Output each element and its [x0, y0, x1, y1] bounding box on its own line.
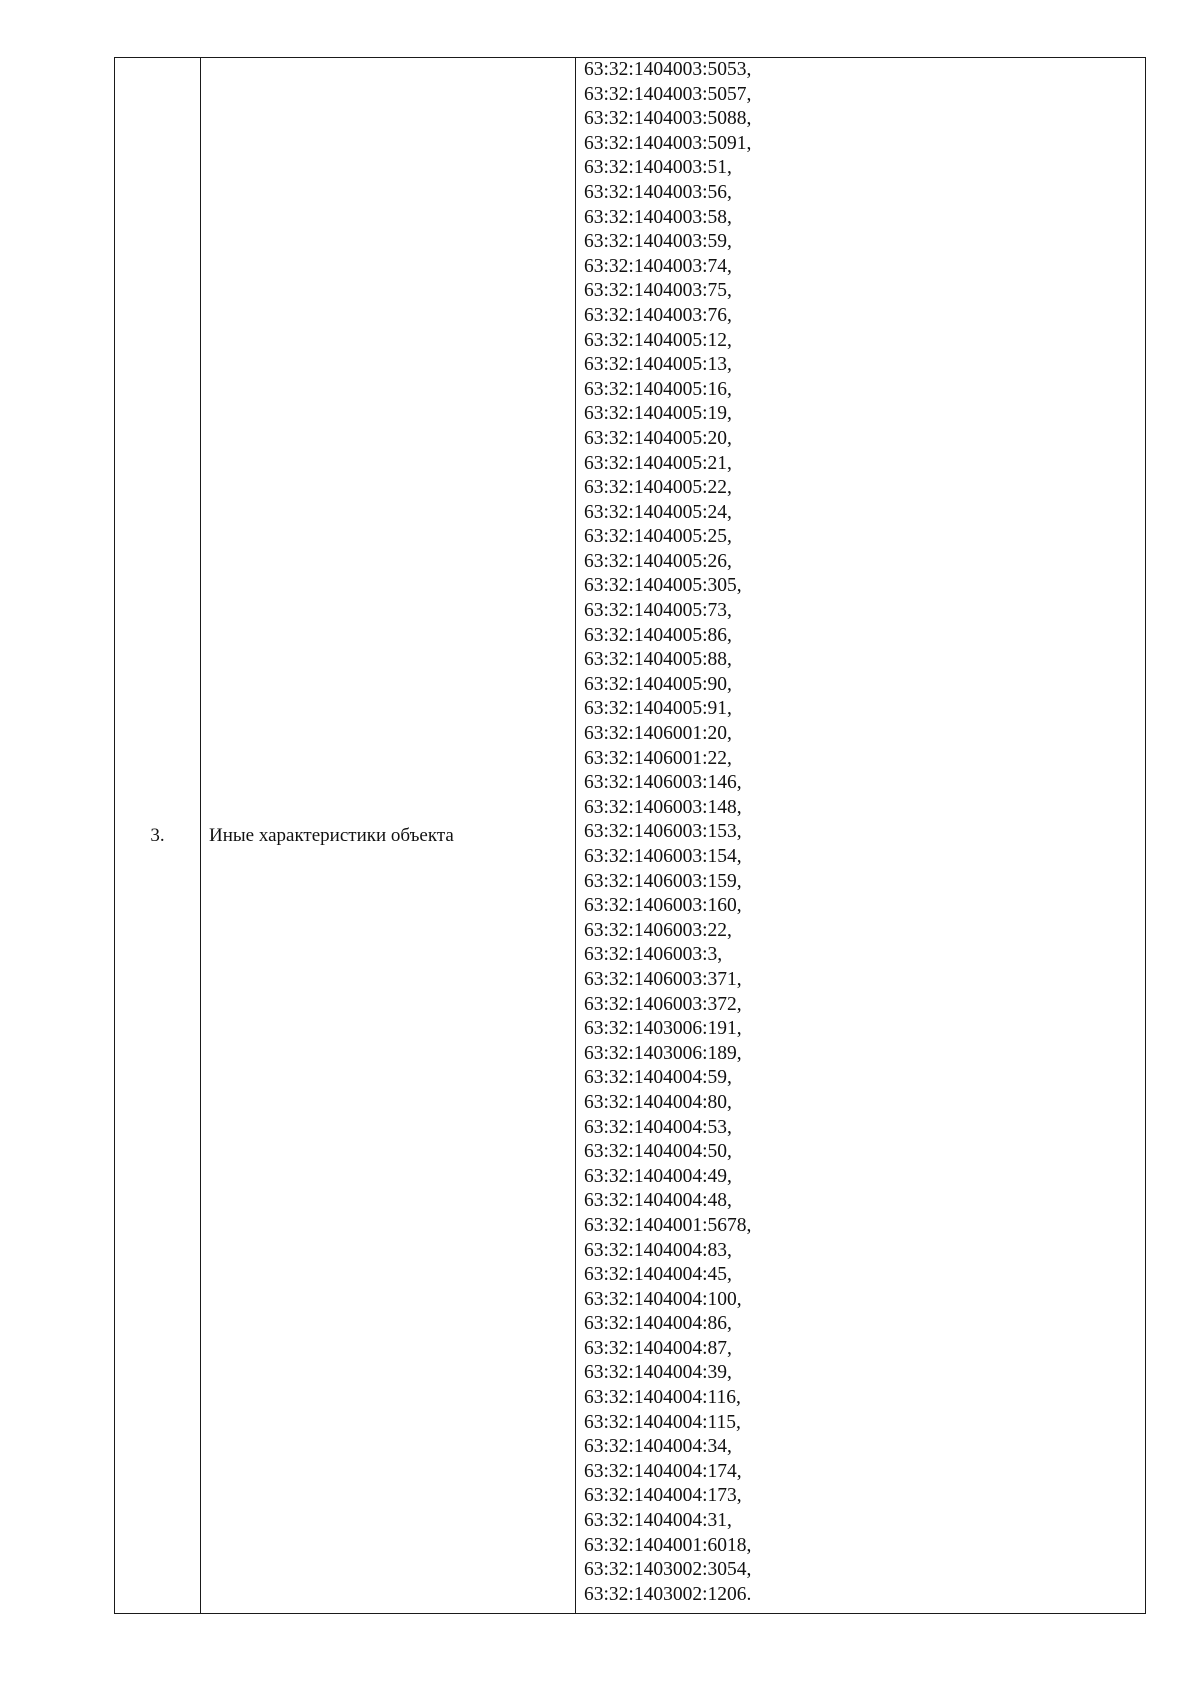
list-item: 63:32:1404003:74, [584, 255, 732, 277]
list-item: 63:32:1404004:87, [584, 1337, 732, 1359]
list-item: 63:32:1403002:3054, [584, 1559, 752, 1581]
list-item: 63:32:1404005:21, [584, 452, 732, 474]
list-item: 63:32:1406001:20, [584, 723, 732, 745]
list-item: 63:32:1403006:191, [584, 1018, 742, 1040]
list-item: 63:32:1406003:153, [584, 821, 742, 843]
list-item: 63:32:1406003:159, [584, 870, 742, 892]
list-item: 63:32:1406003:3, [584, 944, 723, 966]
list-item: 63:32:1404005:19, [584, 403, 732, 425]
list-item: 63:32:1404005:305, [584, 575, 742, 597]
list-item: 63:32:1406003:154, [584, 846, 742, 867]
list-item: 63:32:1404005:25, [584, 526, 732, 548]
list-item: 63:32:1404005:13, [584, 354, 732, 376]
list-item: 63:32:1404005:86, [584, 624, 732, 646]
cadastral-numbers-cell [576, 58, 1146, 1614]
list-item: 63:32:1404005:26, [584, 550, 732, 572]
list-item: 63:32:1404004:174, [584, 1460, 742, 1482]
list-item: 63:32:1404005:12, [584, 329, 732, 351]
list-item: 63:32:1404005:90, [584, 673, 732, 695]
list-item: 63:32:1404004:115, [584, 1411, 741, 1433]
list-item: 63:32:1403002:1206. [584, 1583, 752, 1605]
list-item: 63:32:1404005:22, [584, 477, 732, 499]
row-number-cell [115, 58, 201, 1614]
list-item: 63:32:1404001:6018, [584, 1534, 752, 1556]
list-item: 63:32:1406003:160, [584, 895, 742, 917]
list-item: 63:32:1404004:83, [584, 1239, 732, 1261]
row-label: Иные характеристики объекта [209, 824, 454, 846]
list-item: 63:32:1404004:31, [584, 1510, 732, 1532]
list-item: 63:32:1404003:59, [584, 231, 732, 253]
list-item: 63:32:1404004:50, [584, 1141, 732, 1163]
list-item: 63:32:1404003:75, [584, 280, 732, 302]
list-item: 63:32:1403006:189, [584, 1042, 742, 1064]
list-item: 63:32:1404005:24, [584, 501, 732, 523]
list-item: 63:32:1406003:372, [584, 993, 742, 1015]
list-item: 63:32:1404005:88, [584, 649, 732, 671]
list-item: 63:32:1404004:100, [584, 1288, 742, 1310]
list-item: 63:32:1404004:53, [584, 1116, 732, 1138]
list-item: 63:32:1404003:5091, [584, 132, 752, 154]
list-item: 63:32:1406001:22, [584, 747, 732, 769]
list-item: 63:32:1404003:5088, [584, 108, 752, 130]
list-item: 63:32:1404004:80, [584, 1091, 732, 1113]
list-item: 63:32:1404003:5053, [584, 59, 752, 80]
list-item: 63:32:1404004:116, [584, 1387, 741, 1409]
list-item: 63:32:1404004:39, [584, 1362, 732, 1384]
list-item: 63:32:1406003:371, [584, 968, 742, 990]
list-item: 63:32:1404004:49, [584, 1165, 732, 1187]
list-item: 63:32:1404004:45, [584, 1264, 732, 1286]
list-item: 63:32:1404005:20, [584, 427, 732, 449]
list-item: 63:32:1406003:148, [584, 796, 742, 818]
row-number: 3. [150, 824, 165, 846]
list-item: 63:32:1404003:76, [584, 304, 732, 326]
list-item: 63:32:1404003:51, [584, 157, 732, 179]
list-item: 63:32:1404001:5678, [584, 1214, 752, 1236]
list-item: 63:32:1404004:48, [584, 1190, 732, 1212]
list-item: 63:32:1404005:91, [584, 698, 732, 720]
list-item: 63:32:1404005:73, [584, 600, 732, 622]
cadastral-number-list [584, 58, 1145, 1607]
list-item: 63:32:1404004:34, [584, 1436, 732, 1458]
list-item: 63:32:1404004:173, [584, 1485, 742, 1507]
list-item: 63:32:1404005:16, [584, 378, 732, 400]
list-item: 63:32:1404004:59, [584, 1067, 732, 1089]
list-item: 63:32:1404003:5057, [584, 83, 752, 105]
list-item: 63:32:1404003:56, [584, 181, 732, 203]
characteristics-table [114, 57, 1146, 1614]
list-item: 63:32:1406003:146, [584, 772, 742, 794]
list-item: 63:32:1404003:58, [584, 206, 732, 228]
list-item: 63:32:1404004:86, [584, 1313, 732, 1335]
row-label-cell [201, 58, 576, 1614]
table-row [115, 58, 1146, 1614]
list-item: 63:32:1406003:22, [584, 919, 732, 941]
